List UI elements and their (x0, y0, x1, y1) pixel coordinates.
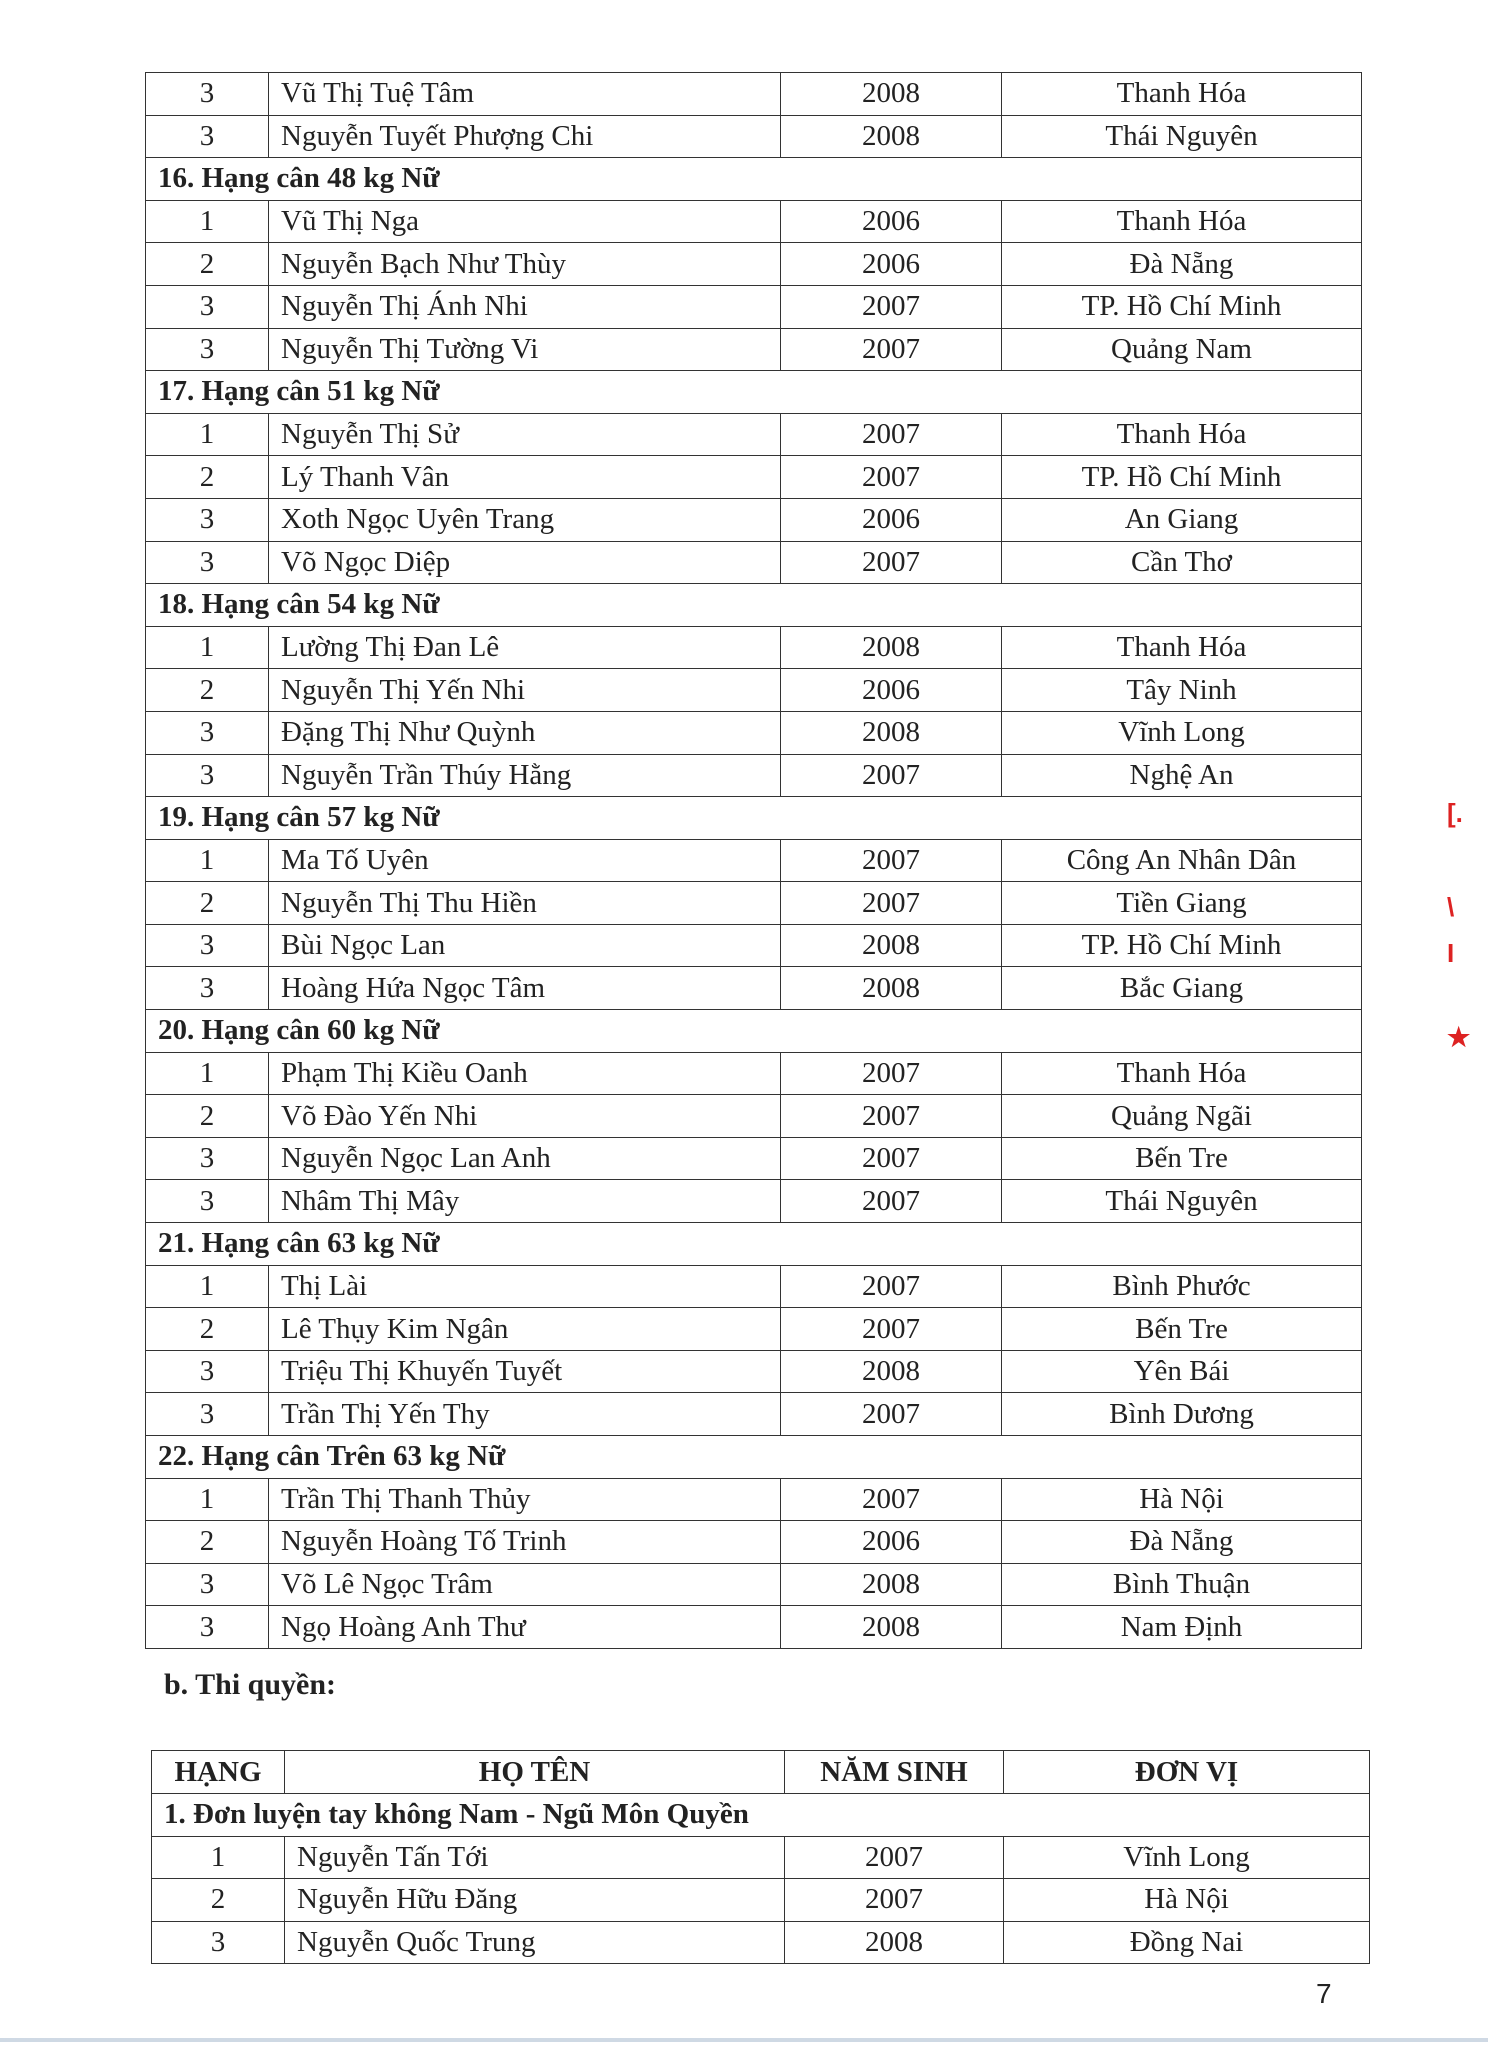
table-row (152, 1921, 1370, 1964)
header-year: NĂM SINH (785, 1751, 1004, 1794)
team-unit: Bến Tre (1002, 1137, 1362, 1180)
team-unit: Đồng Nai (1004, 1921, 1370, 1964)
athlete-name: Nguyễn Hữu Đăng (285, 1879, 785, 1922)
athlete-name: Đặng Thị Như Quỳnh (269, 711, 781, 754)
rank-cell: 3 (146, 115, 269, 158)
birth-year: 2007 (781, 541, 1002, 584)
team-unit: TP. Hồ Chí Minh (1002, 456, 1362, 499)
rank-cell: 1 (146, 626, 269, 669)
birth-year: 2007 (781, 1137, 1002, 1180)
table-row (146, 1137, 1362, 1180)
athlete-name: Trần Thị Thanh Thủy (269, 1478, 781, 1521)
team-unit: Nghệ An (1002, 754, 1362, 797)
table-row (146, 626, 1362, 669)
athlete-name: Nguyễn Trần Thúy Hằng (269, 754, 781, 797)
team-unit: Vĩnh Long (1004, 1836, 1370, 1879)
athlete-name: Bùi Ngọc Lan (269, 924, 781, 967)
athlete-name: Trần Thị Yến Thy (269, 1393, 781, 1436)
scan-edge-divider (0, 2038, 1488, 2042)
table-row (146, 200, 1362, 243)
athlete-name: Nguyễn Thị Tường Vi (269, 328, 781, 371)
birth-year: 2007 (781, 1265, 1002, 1308)
team-unit: Công An Nhân Dân (1002, 839, 1362, 882)
table-row (146, 1563, 1362, 1606)
team-unit: Thanh Hóa (1002, 1052, 1362, 1095)
team-unit: Thái Nguyên (1002, 1180, 1362, 1223)
rank-cell: 2 (146, 243, 269, 286)
rank-cell: 3 (146, 711, 269, 754)
team-unit: Cần Thơ (1002, 541, 1362, 584)
weight-class-row (152, 1794, 1370, 1837)
table-row (146, 1180, 1362, 1223)
team-unit: Quảng Ngãi (1002, 1095, 1362, 1138)
table-row (146, 1350, 1362, 1393)
rank-cell: 2 (146, 1521, 269, 1564)
rank-cell: 3 (146, 498, 269, 541)
weight-class-row (146, 371, 1362, 414)
athlete-name: Phạm Thị Kiều Oanh (269, 1052, 781, 1095)
athlete-name: Nguyễn Tuyết Phượng Chi (269, 115, 781, 158)
birth-year: 2007 (781, 285, 1002, 328)
team-unit: Bến Tre (1002, 1308, 1362, 1351)
table-row (146, 839, 1362, 882)
birth-year: 2007 (781, 1308, 1002, 1351)
team-unit: Tiền Giang (1002, 882, 1362, 925)
stamp-fragment: \ (1447, 892, 1455, 922)
team-unit: Vĩnh Long (1002, 711, 1362, 754)
birth-year: 2008 (781, 1563, 1002, 1606)
athlete-name: Lý Thanh Vân (269, 456, 781, 499)
athlete-name: Ma Tố Uyên (269, 839, 781, 882)
table-row (146, 967, 1362, 1010)
birth-year: 2007 (781, 328, 1002, 371)
table-row (146, 1393, 1362, 1436)
stamp-fragment: [. (1447, 798, 1463, 828)
team-unit: Thanh Hóa (1002, 413, 1362, 456)
birth-year: 2007 (781, 882, 1002, 925)
header-name: HỌ TÊN (285, 1751, 785, 1794)
athlete-name: Nguyễn Thị Yến Nhi (269, 669, 781, 712)
birth-year: 2007 (785, 1836, 1004, 1879)
table-row (146, 1521, 1362, 1564)
rank-cell: 3 (146, 754, 269, 797)
rank-cell: 3 (146, 1137, 269, 1180)
team-unit: Thanh Hóa (1002, 200, 1362, 243)
athlete-name: Vũ Thị Tuệ Tâm (269, 73, 781, 116)
rank-cell: 1 (146, 200, 269, 243)
category-title: 20. Hạng cân 60 kg Nữ (146, 1010, 1362, 1053)
rank-cell: 1 (146, 1052, 269, 1095)
page-number: 7 (1316, 1978, 1332, 2009)
athlete-name: Lê Thụy Kim Ngân (269, 1308, 781, 1351)
rank-cell: 3 (146, 541, 269, 584)
athlete-name: Vũ Thị Nga (269, 200, 781, 243)
results-table-sparring (145, 72, 1362, 1649)
weight-class-row (146, 797, 1362, 840)
table-row (146, 754, 1362, 797)
rank-cell: 1 (146, 1265, 269, 1308)
category-title: 18. Hạng cân 54 kg Nữ (146, 584, 1362, 627)
athlete-name: Ngọ Hoàng Anh Thư (269, 1606, 781, 1649)
birth-year: 2008 (781, 115, 1002, 158)
athlete-name: Nguyễn Hoàng Tố Trinh (269, 1521, 781, 1564)
athlete-name: Võ Đào Yến Nhi (269, 1095, 781, 1138)
rank-cell: 3 (146, 967, 269, 1010)
team-unit: Bình Thuận (1002, 1563, 1362, 1606)
table-row (146, 115, 1362, 158)
birth-year: 2008 (781, 1350, 1002, 1393)
birth-year: 2006 (781, 243, 1002, 286)
athlete-name: Nguyễn Tấn Tới (285, 1836, 785, 1879)
birth-year: 2007 (781, 456, 1002, 499)
weight-class-row (146, 158, 1362, 201)
rank-cell: 1 (146, 413, 269, 456)
birth-year: 2008 (781, 626, 1002, 669)
team-unit: Nam Định (1002, 1606, 1362, 1649)
table-row (146, 1308, 1362, 1351)
athlete-name: Nguyễn Bạch Như Thùy (269, 243, 781, 286)
table-row (146, 882, 1362, 925)
rank-cell: 3 (146, 1350, 269, 1393)
team-unit: Tây Ninh (1002, 669, 1362, 712)
table-header-row (152, 1751, 1370, 1794)
athlete-name: Lường Thị Đan Lê (269, 626, 781, 669)
category-title: 1. Đơn luyện tay không Nam - Ngũ Môn Quyền (152, 1794, 1370, 1837)
table-row (146, 1606, 1362, 1649)
team-unit: Quảng Nam (1002, 328, 1362, 371)
athlete-name: Thị Lài (269, 1265, 781, 1308)
weight-class-row (146, 584, 1362, 627)
table-row (146, 1052, 1362, 1095)
results-table-forms (151, 1750, 1370, 1964)
birth-year: 2008 (781, 1606, 1002, 1649)
table-row (146, 924, 1362, 967)
team-unit: Bình Dương (1002, 1393, 1362, 1436)
table-row (146, 1265, 1362, 1308)
athlete-name: Xoth Ngọc Uyên Trang (269, 498, 781, 541)
team-unit: Đà Nẵng (1002, 243, 1362, 286)
birth-year: 2008 (781, 924, 1002, 967)
table-row (146, 328, 1362, 371)
rank-cell: 3 (146, 285, 269, 328)
stamp-fragment: I (1447, 938, 1455, 968)
rank-cell: 1 (146, 1478, 269, 1521)
table-row (146, 541, 1362, 584)
team-unit: TP. Hồ Chí Minh (1002, 285, 1362, 328)
athlete-name: Nhâm Thị Mây (269, 1180, 781, 1223)
team-unit: Yên Bái (1002, 1350, 1362, 1393)
athlete-name: Võ Ngọc Diệp (269, 541, 781, 584)
rank-cell: 3 (146, 1393, 269, 1436)
category-title: 22. Hạng cân Trên 63 kg Nữ (146, 1436, 1362, 1479)
rank-cell: 1 (146, 839, 269, 882)
rank-cell: 2 (152, 1879, 285, 1922)
team-unit: Thái Nguyên (1002, 115, 1362, 158)
team-unit: Bắc Giang (1002, 967, 1362, 1010)
header-unit: ĐƠN VỊ (1004, 1751, 1370, 1794)
rank-cell: 3 (152, 1921, 285, 1964)
table-row (146, 498, 1362, 541)
birth-year: 2008 (781, 73, 1002, 116)
birth-year: 2008 (781, 967, 1002, 1010)
stamp-star-icon: ★ (1447, 1022, 1471, 1052)
athlete-name: Nguyễn Thị Thu Hiền (269, 882, 781, 925)
birth-year: 2008 (785, 1921, 1004, 1964)
birth-year: 2006 (781, 1521, 1002, 1564)
birth-year: 2007 (781, 754, 1002, 797)
rank-cell: 3 (146, 328, 269, 371)
athlete-name: Triệu Thị Khuyến Tuyết (269, 1350, 781, 1393)
athlete-name: Hoàng Hứa Ngọc Tâm (269, 967, 781, 1010)
rank-cell: 2 (146, 1095, 269, 1138)
rank-cell: 3 (146, 73, 269, 116)
team-unit: An Giang (1002, 498, 1362, 541)
section-b-heading: b. Thi quyền: (164, 1668, 337, 1701)
category-title: 19. Hạng cân 57 kg Nữ (146, 797, 1362, 840)
athlete-name: Nguyễn Quốc Trung (285, 1921, 785, 1964)
athlete-name: Võ Lê Ngọc Trâm (269, 1563, 781, 1606)
header-rank: HẠNG (152, 1751, 285, 1794)
team-unit: Hà Nội (1002, 1478, 1362, 1521)
rank-cell: 2 (146, 882, 269, 925)
birth-year: 2006 (781, 669, 1002, 712)
birth-year: 2007 (781, 1052, 1002, 1095)
table-row (146, 413, 1362, 456)
category-title: 16. Hạng cân 48 kg Nữ (146, 158, 1362, 201)
birth-year: 2008 (781, 711, 1002, 754)
rank-cell: 1 (152, 1836, 285, 1879)
team-unit: Đà Nẵng (1002, 1521, 1362, 1564)
category-title: 17. Hạng cân 51 kg Nữ (146, 371, 1362, 414)
table-row (146, 456, 1362, 499)
table-row (146, 243, 1362, 286)
athlete-name: Nguyễn Ngọc Lan Anh (269, 1137, 781, 1180)
birth-year: 2006 (781, 498, 1002, 541)
team-unit: Thanh Hóa (1002, 626, 1362, 669)
rank-cell: 2 (146, 669, 269, 712)
category-title: 21. Hạng cân 63 kg Nữ (146, 1223, 1362, 1266)
birth-year: 2007 (781, 1095, 1002, 1138)
team-unit: Bình Phước (1002, 1265, 1362, 1308)
birth-year: 2007 (781, 839, 1002, 882)
team-unit: Hà Nội (1004, 1879, 1370, 1922)
rank-cell: 2 (146, 1308, 269, 1351)
table-row (146, 285, 1362, 328)
weight-class-row (146, 1010, 1362, 1053)
rank-cell: 3 (146, 1606, 269, 1649)
athlete-name: Nguyễn Thị Sử (269, 413, 781, 456)
weight-class-row (146, 1223, 1362, 1266)
birth-year: 2007 (781, 1180, 1002, 1223)
table-row (152, 1836, 1370, 1879)
rank-cell: 2 (146, 456, 269, 499)
birth-year: 2006 (781, 200, 1002, 243)
birth-year: 2007 (785, 1879, 1004, 1922)
rank-cell: 3 (146, 1563, 269, 1606)
team-unit: TP. Hồ Chí Minh (1002, 924, 1362, 967)
rank-cell: 3 (146, 924, 269, 967)
rank-cell: 3 (146, 1180, 269, 1223)
team-unit: Thanh Hóa (1002, 73, 1362, 116)
table-row (152, 1879, 1370, 1922)
birth-year: 2007 (781, 1393, 1002, 1436)
table-row (146, 669, 1362, 712)
weight-class-row (146, 1436, 1362, 1479)
birth-year: 2007 (781, 413, 1002, 456)
table-row (146, 1478, 1362, 1521)
athlete-name: Nguyễn Thị Ánh Nhi (269, 285, 781, 328)
table-row (146, 1095, 1362, 1138)
birth-year: 2007 (781, 1478, 1002, 1521)
table-row (146, 711, 1362, 754)
table-row (146, 73, 1362, 116)
